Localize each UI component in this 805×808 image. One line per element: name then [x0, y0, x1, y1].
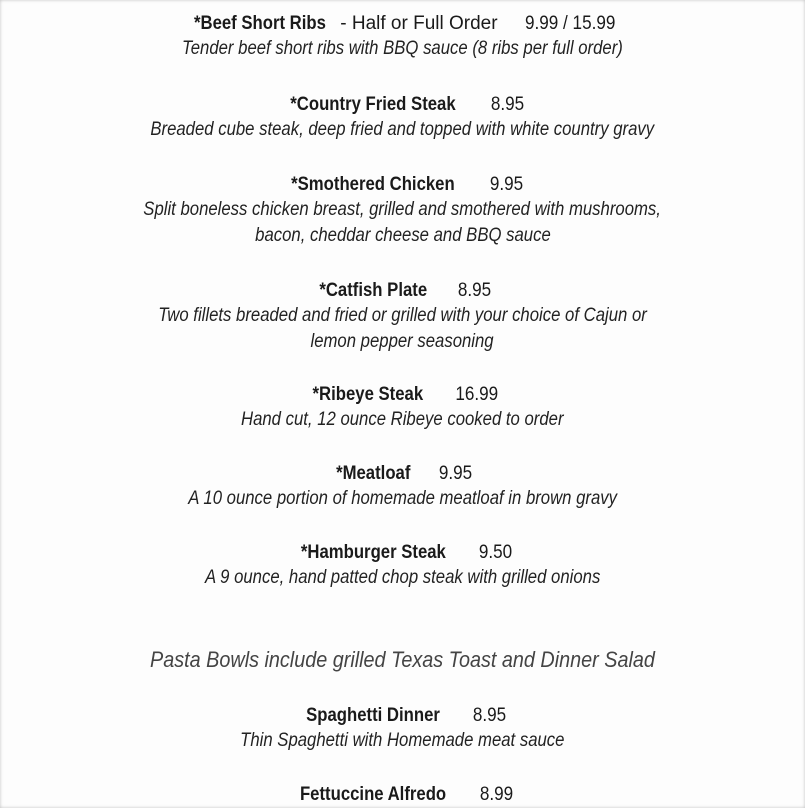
menu-item-fettuccine-alfredo — [0, 783, 805, 807]
menu-item-title — [0, 173, 805, 197]
menu-item-title — [0, 279, 805, 303]
menu-item-price: 8.95 — [490, 94, 525, 115]
menu-item-description: Split boneless chicken breast, grilled and smothered with mushrooms, — [143, 199, 662, 220]
menu-item-price: 8.95 — [472, 705, 507, 726]
pasta-note-text: Pasta Bowls include grilled Texas Toast and Dinner Salad — [150, 647, 655, 672]
menu-item-spaghetti-dinner — [0, 704, 805, 754]
menu-item-smothered-chicken — [0, 173, 805, 249]
menu-item-country-fried-steak — [0, 93, 805, 143]
menu-item-price: 9.95 — [489, 174, 524, 195]
menu-item-title — [0, 383, 805, 407]
menu-item-name: Spaghetti Dinner — [306, 705, 440, 726]
menu-item-title — [0, 12, 805, 36]
menu-item-price: 9.99 / 15.99 — [524, 13, 615, 34]
menu-item-title — [0, 783, 805, 807]
menu-item-description: Two fillets breaded and fried or grilled with your choice of Cajun or — [158, 305, 647, 326]
menu-item-price: 9.50 — [479, 542, 513, 563]
menu-item-description: bacon, cheddar cheese and BBQ sauce — [254, 225, 551, 246]
menu-item-ribeye-steak — [0, 383, 805, 433]
menu-item-name: *Smothered Chicken — [291, 174, 455, 195]
menu-item-description: A 10 ounce portion of homemade meatloaf in brown gravy — [188, 488, 617, 509]
menu-item-suffix: - Half or Full Order — [334, 13, 498, 34]
menu-item-title — [0, 462, 805, 486]
menu-item-price: 8.95 — [458, 280, 492, 301]
menu-item-price: 8.99 — [479, 784, 514, 805]
menu-item-name: *Meatloaf — [335, 463, 411, 484]
menu-item-description: Thin Spaghetti with Homemade meat sauce — [240, 730, 565, 751]
menu-item-meatloaf — [0, 462, 805, 512]
menu-item-hamburger-steak — [0, 541, 805, 591]
menu-item-beef-short-ribs — [0, 12, 805, 62]
menu-item-name: *Beef Short Ribs — [194, 13, 326, 34]
menu-item-name: Fettuccine Alfredo — [299, 784, 447, 805]
menu-item-name: *Country Fried Steak — [290, 94, 456, 115]
menu-item-description: Breaded cube steak, deep fried and topped with white country gravy — [150, 119, 655, 140]
menu-item-title — [0, 541, 805, 565]
menu-item-description: lemon pepper seasoning — [310, 331, 495, 352]
menu-item-title — [0, 704, 805, 728]
menu-item-price: 16.99 — [454, 384, 498, 405]
menu-item-catfish-plate — [0, 279, 805, 355]
menu-item-title — [0, 93, 805, 117]
menu-item-name: *Catfish Plate — [319, 280, 427, 301]
menu-item-name: *Ribeye Steak — [312, 384, 424, 405]
menu-item-name: *Hamburger Steak — [300, 542, 446, 563]
menu-item-description: Hand cut, 12 ounce Ribeye cooked to order — [241, 409, 564, 430]
menu-item-description: Tender beef short ribs with BBQ sauce (8 ribs per full order) — [182, 38, 623, 59]
menu-item-price: 9.95 — [439, 463, 473, 484]
menu-item-description: A 9 ounce, hand patted chop steak with grilled onions — [204, 567, 601, 588]
pasta-section-note — [0, 646, 805, 674]
